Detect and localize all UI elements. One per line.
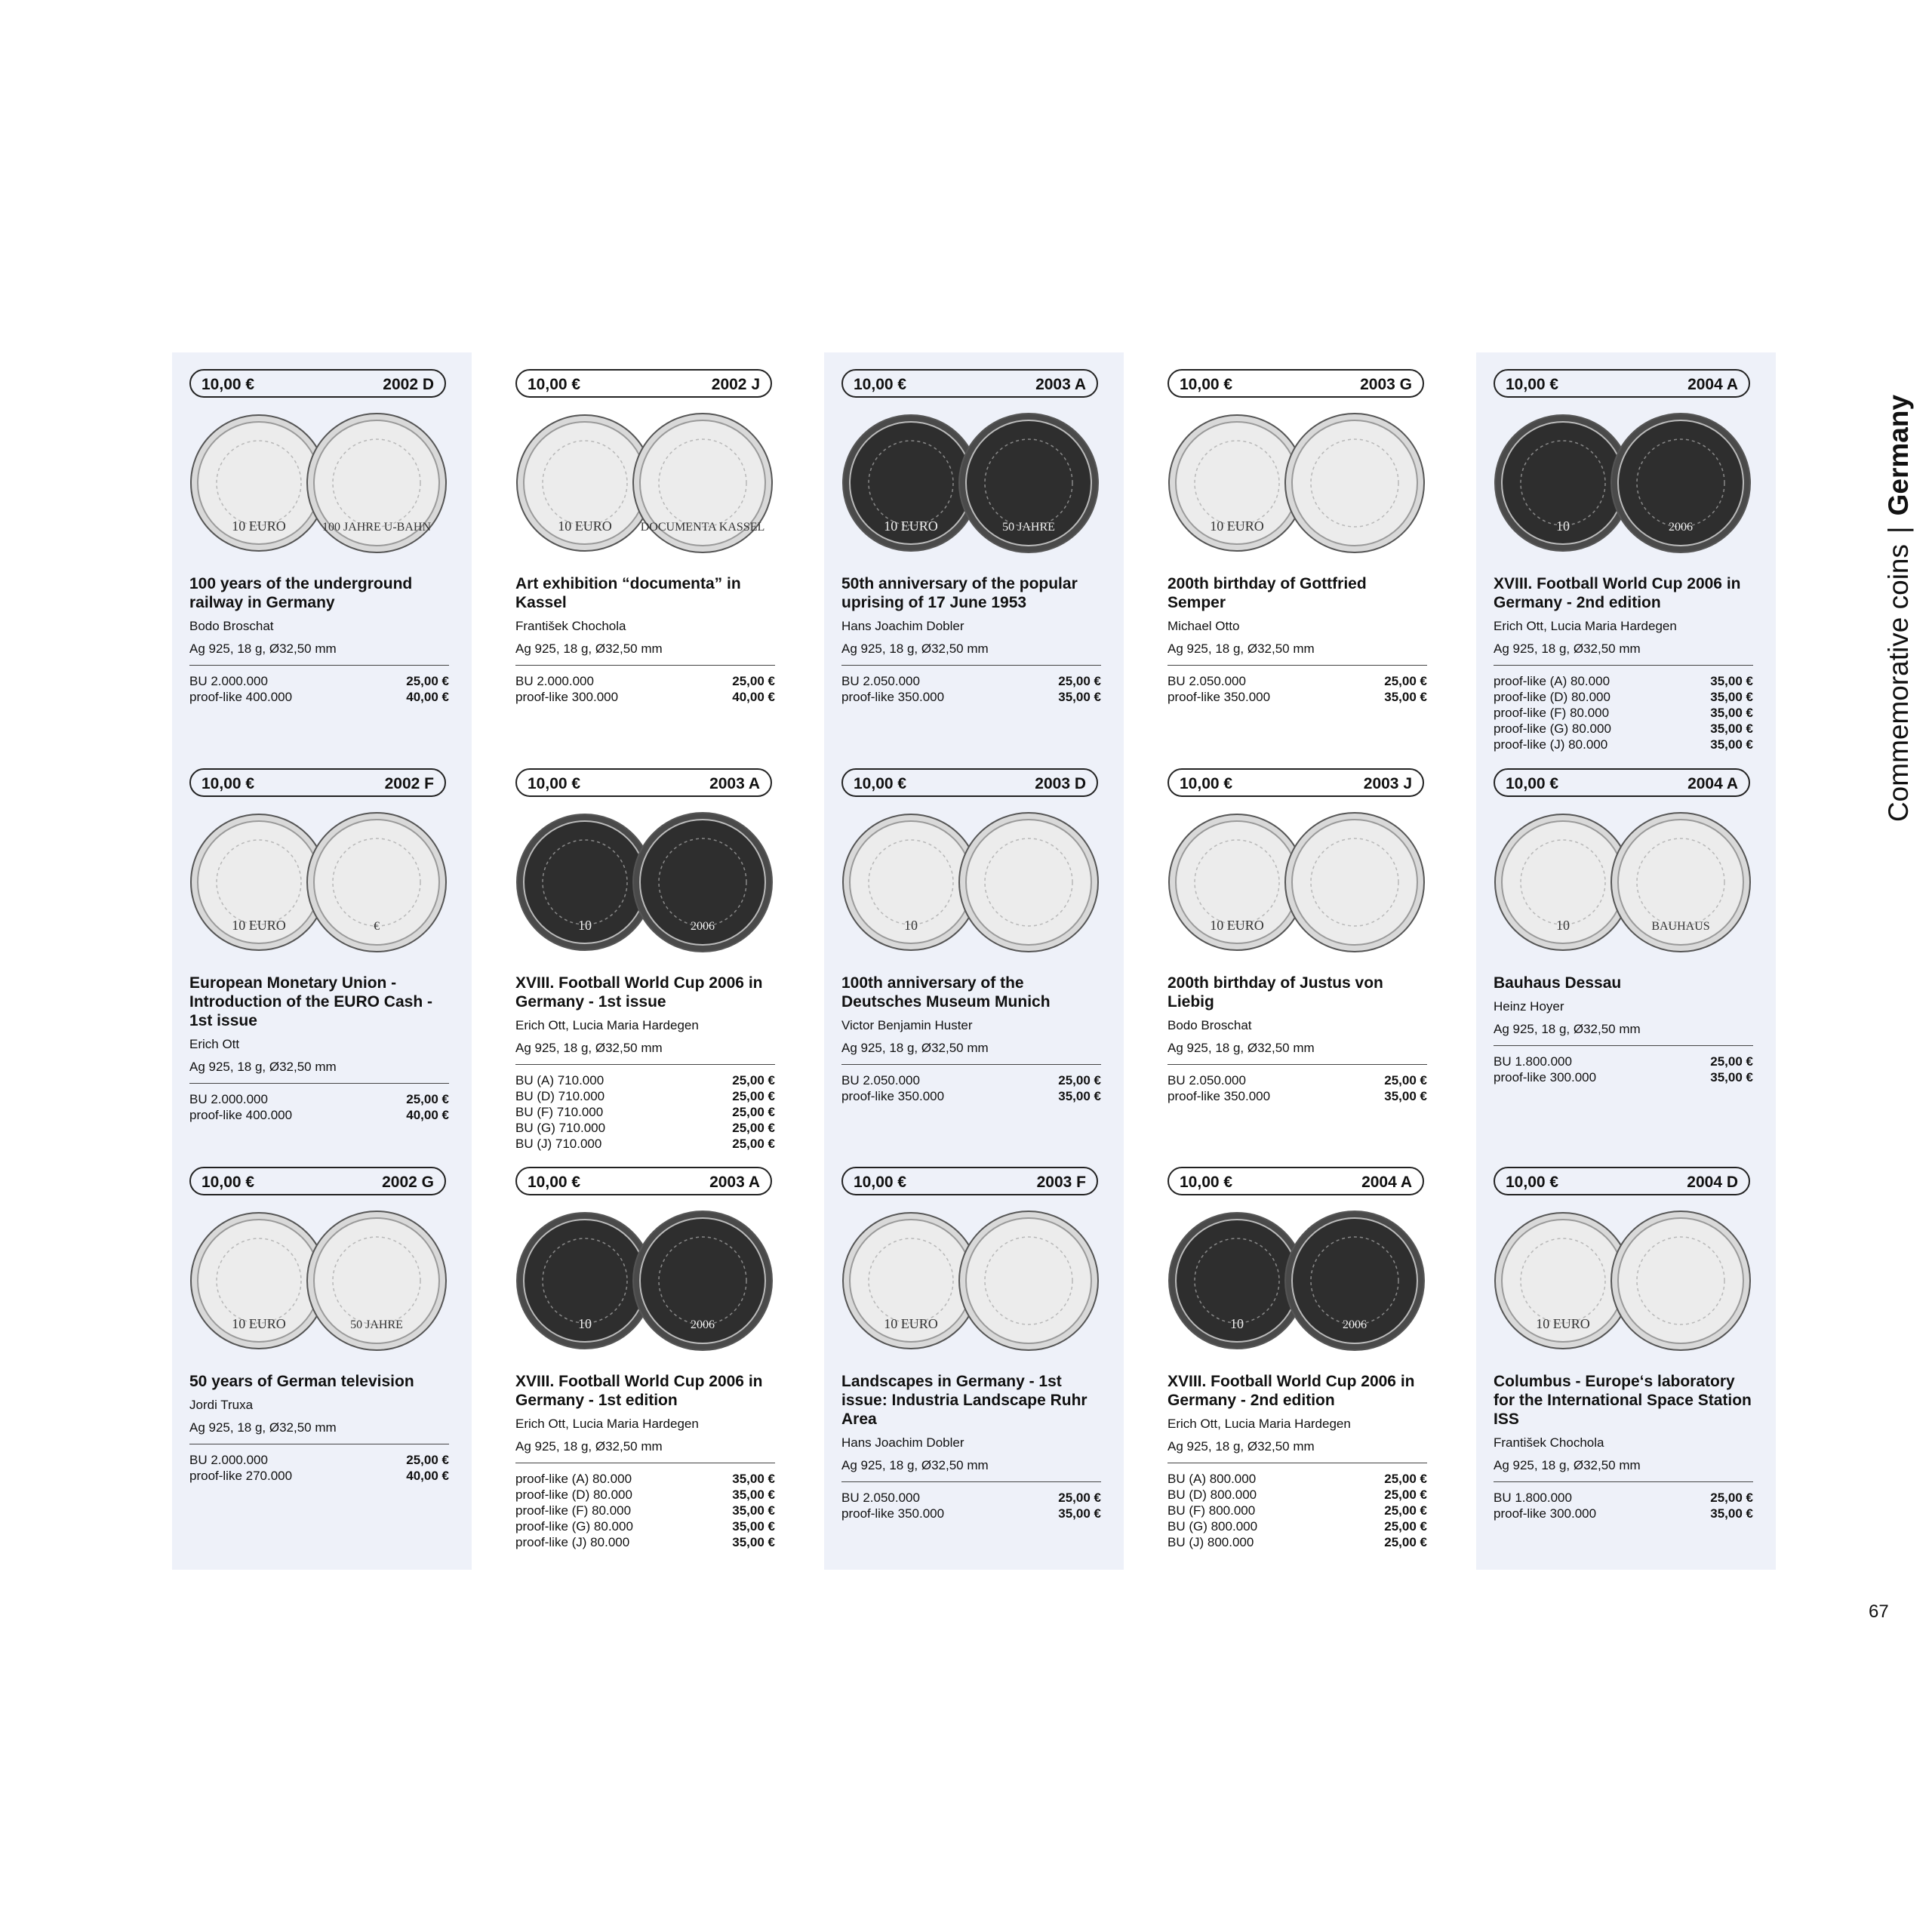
mintage-row — [515, 1072, 775, 1088]
mintage-price: 25,00 € — [1710, 1491, 1753, 1505]
mintage-row — [1168, 1471, 1427, 1487]
year-mint: 2003 F — [1036, 1174, 1086, 1191]
mintage-price: 35,00 € — [1710, 737, 1753, 752]
mintage-price-list — [515, 1072, 775, 1152]
mintage-row — [1168, 1088, 1427, 1104]
coin-spec: Ag 925, 18 g, Ø32,50 mm — [515, 641, 775, 666]
mintage-price: 35,00 € — [1710, 1506, 1753, 1521]
coin-images — [515, 1209, 775, 1352]
mintage-row — [189, 689, 449, 705]
mintage-price: 35,00 € — [1710, 674, 1753, 688]
coin-info — [1168, 974, 1427, 1104]
coin-designer: Jordi Truxa — [189, 1398, 254, 1412]
mintage-price-list — [841, 1072, 1101, 1104]
mintage-price: 25,00 € — [1384, 1073, 1427, 1088]
coin-spec: Ag 925, 18 g, Ø32,50 mm — [515, 1040, 775, 1065]
mintage-label: proof-like 300.000 — [1494, 1070, 1597, 1084]
mintage-label: BU 2.050.000 — [1168, 674, 1246, 688]
mintage-label: BU (A) 710.000 — [515, 1073, 605, 1088]
mintage-row — [1494, 721, 1753, 737]
mintage-row — [841, 673, 1101, 689]
coin-designer: Erich Ott, Lucia Maria Hardegen — [515, 1417, 699, 1431]
coin-title: Columbus - Europe‘s laboratory for the International Space Station ISS — [1494, 1373, 1752, 1428]
mintage-row — [515, 1136, 775, 1152]
mintage-row — [1168, 689, 1427, 705]
denomination: 10,00 € — [854, 775, 907, 792]
coin-images — [1168, 411, 1427, 555]
denomination-year-pill — [515, 1167, 772, 1195]
country-name: Germany — [1883, 394, 1914, 516]
coin-designer: Erich Ott, Lucia Maria Hardegen — [1168, 1417, 1351, 1431]
mintage-price: 40,00 € — [406, 690, 449, 704]
coin-images — [1494, 1209, 1753, 1352]
denomination: 10,00 € — [1506, 1174, 1559, 1191]
coin-title: 200th birthday of Gottfried Semper — [1168, 575, 1367, 611]
mintage-row — [841, 1506, 1101, 1521]
mintage-label: BU (F) 710.000 — [515, 1105, 604, 1119]
coin-spec: Ag 925, 18 g, Ø32,50 mm — [1494, 1457, 1753, 1482]
mintage-label: proof-like 350.000 — [841, 1506, 945, 1521]
reverse-inscription: BAUHAUS — [1651, 920, 1710, 933]
mintage-price: 35,00 € — [732, 1487, 775, 1502]
mintage-label: BU 2.000.000 — [189, 674, 268, 688]
coin-spec: Ag 925, 18 g, Ø32,50 mm — [1168, 1438, 1427, 1463]
mintage-row — [1494, 1054, 1753, 1069]
coin-designer: František Chochola — [515, 619, 626, 633]
mintage-label: proof-like (G) 80.000 — [515, 1519, 633, 1534]
mintage-row — [1168, 1487, 1427, 1503]
mintage-label: BU (D) 800.000 — [1168, 1487, 1257, 1502]
mintage-label: proof-like 350.000 — [1168, 1089, 1271, 1103]
reverse-inscription: 2006 — [1343, 1318, 1367, 1331]
coin-info — [1494, 574, 1753, 752]
coin-images — [1168, 811, 1427, 954]
mintage-price: 35,00 € — [732, 1472, 775, 1486]
denomination-year-pill — [189, 369, 446, 398]
coin-images — [515, 811, 775, 954]
mintage-row — [515, 1471, 775, 1487]
coin-spec: Ag 925, 18 g, Ø32,50 mm — [189, 1059, 449, 1084]
mintage-price: 35,00 € — [1058, 690, 1101, 704]
coin-info — [1168, 574, 1427, 705]
coin-info — [189, 974, 449, 1123]
mintage-price: 25,00 € — [406, 1453, 449, 1467]
mintage-row — [841, 1490, 1101, 1506]
year-mint: 2004 D — [1687, 1174, 1738, 1191]
denomination: 10,00 € — [1506, 376, 1559, 393]
reverse-inscription: 2006 — [691, 920, 715, 933]
mintage-label: proof-like 270.000 — [189, 1469, 293, 1483]
coin-spec: Ag 925, 18 g, Ø32,50 mm — [515, 1438, 775, 1463]
mintage-price: 25,00 € — [406, 1092, 449, 1106]
mintage-price: 35,00 € — [1058, 1506, 1101, 1521]
mintage-label: BU (F) 800.000 — [1168, 1503, 1256, 1518]
year-mint: 2002 G — [382, 1174, 434, 1191]
mintage-row — [515, 1503, 775, 1518]
mintage-row — [515, 1104, 775, 1120]
mintage-price: 25,00 € — [732, 1105, 775, 1119]
coin-spec: Ag 925, 18 g, Ø32,50 mm — [189, 1420, 449, 1444]
mintage-price: 35,00 € — [1384, 690, 1427, 704]
obverse-inscription: 10 EURO — [558, 518, 612, 534]
coin-spec: Ag 925, 18 g, Ø32,50 mm — [841, 1457, 1101, 1482]
mintage-price: 25,00 € — [732, 674, 775, 688]
side-section-label — [1883, 395, 1915, 822]
year-mint: 2003 A — [1035, 376, 1086, 393]
mintage-row — [515, 673, 775, 689]
year-mint: 2003 J — [1363, 775, 1412, 792]
mintage-row — [189, 673, 449, 689]
mintage-label: BU 2.050.000 — [841, 674, 920, 688]
mintage-label: BU 2.000.000 — [515, 674, 594, 688]
obverse-inscription: 10 EURO — [1210, 518, 1264, 534]
mintage-label: BU 2.050.000 — [1168, 1073, 1246, 1088]
coin-title: 200th birthday of Justus von Liebig — [1168, 974, 1383, 1011]
coin-info — [1168, 1372, 1427, 1550]
mintage-row — [1494, 1069, 1753, 1085]
coin-info — [189, 574, 449, 705]
coin-reverse — [1611, 1211, 1750, 1350]
mintage-row — [1168, 1534, 1427, 1550]
mintage-row — [515, 1120, 775, 1136]
coin-title: 100th anniversary of the Deutsches Museum Munich — [841, 974, 1051, 1011]
mintage-price: 25,00 € — [1384, 1535, 1427, 1549]
coin-designer: Hans Joachim Dobler — [841, 1435, 964, 1450]
coin-designer: Michael Otto — [1168, 619, 1240, 633]
mintage-price: 40,00 € — [732, 690, 775, 704]
coin-spec: Ag 925, 18 g, Ø32,50 mm — [1494, 641, 1753, 666]
mintage-price-list — [189, 673, 449, 705]
mintage-label: BU 1.800.000 — [1494, 1491, 1572, 1505]
coin-reverse — [959, 813, 1098, 952]
mintage-label: proof-like (F) 80.000 — [515, 1503, 632, 1518]
mintage-price: 25,00 € — [1058, 1073, 1101, 1088]
denomination: 10,00 € — [202, 775, 255, 792]
mintage-price: 35,00 € — [732, 1503, 775, 1518]
coin-title: XVIII. Football World Cup 2006 in Germany - 2nd edition — [1168, 1373, 1415, 1409]
coin-title: Bauhaus Dessau — [1494, 974, 1622, 992]
mintage-label: BU (A) 800.000 — [1168, 1472, 1257, 1486]
coin-info — [515, 974, 775, 1152]
mintage-price: 25,00 € — [732, 1137, 775, 1151]
section-separator: | — [1883, 526, 1914, 534]
obverse-inscription: 10 EURO — [884, 518, 938, 534]
mintage-price-list — [189, 1452, 449, 1484]
mintage-price: 25,00 € — [732, 1121, 775, 1135]
coin-designer: Bodo Broschat — [189, 619, 274, 633]
mintage-label: proof-like 300.000 — [515, 690, 619, 704]
mintage-price: 35,00 € — [1384, 1089, 1427, 1103]
coin-title: Landscapes in Germany - 1st issue: Industria Landscape Ruhr Area — [841, 1373, 1088, 1428]
mintage-price-list — [189, 1091, 449, 1123]
coin-info — [841, 1372, 1101, 1521]
mintage-row — [1168, 1518, 1427, 1534]
mintage-row — [841, 689, 1101, 705]
mintage-row — [515, 1534, 775, 1550]
year-mint: 2003 G — [1360, 376, 1412, 393]
reverse-inscription: DOCUMENTA KASSEL — [640, 521, 765, 534]
mintage-price: 25,00 € — [1058, 674, 1101, 688]
mintage-price: 25,00 € — [732, 1073, 775, 1088]
mintage-label: BU 2.050.000 — [841, 1491, 920, 1505]
denomination: 10,00 € — [1506, 775, 1559, 792]
mintage-label: proof-like (J) 80.000 — [515, 1535, 630, 1549]
mintage-label: proof-like (G) 80.000 — [1494, 721, 1611, 736]
mintage-row — [1494, 705, 1753, 721]
coin-designer: Hans Joachim Dobler — [841, 619, 964, 633]
mintage-label: proof-like (A) 80.000 — [515, 1472, 632, 1486]
mintage-price: 40,00 € — [406, 1108, 449, 1122]
denomination: 10,00 € — [528, 1174, 581, 1191]
mintage-price-list — [515, 1471, 775, 1550]
obverse-inscription: 10 EURO — [884, 1316, 938, 1331]
mintage-price: 25,00 € — [1384, 1519, 1427, 1534]
coin-spec: Ag 925, 18 g, Ø32,50 mm — [1494, 1021, 1753, 1046]
mintage-row — [189, 1468, 449, 1484]
mintage-price-list — [1168, 1471, 1427, 1550]
coin-info — [841, 974, 1101, 1104]
coin-designer: Heinz Hoyer — [1494, 999, 1564, 1014]
year-mint: 2003 A — [709, 1174, 760, 1191]
obverse-inscription: 10 EURO — [232, 518, 286, 534]
coin-info — [515, 1372, 775, 1550]
coin-images — [1494, 811, 1753, 954]
coin-images — [841, 411, 1101, 555]
year-mint: 2002 J — [711, 376, 760, 393]
mintage-row — [1168, 1503, 1427, 1518]
reverse-inscription: 2006 — [1669, 521, 1693, 534]
coin-spec: Ag 925, 18 g, Ø32,50 mm — [1168, 1040, 1427, 1065]
mintage-price: 35,00 € — [1710, 1070, 1753, 1084]
coin-title: Art exhibition “documenta” in Kassel — [515, 575, 741, 611]
mintage-row — [189, 1107, 449, 1123]
mintage-row — [1494, 1490, 1753, 1506]
mintage-row — [515, 1088, 775, 1104]
mintage-price: 35,00 € — [732, 1535, 775, 1549]
mintage-price-list — [841, 1490, 1101, 1521]
mintage-price-list — [841, 673, 1101, 705]
coin-info — [841, 574, 1101, 705]
mintage-label: proof-like 400.000 — [189, 1108, 293, 1122]
coin-images — [515, 411, 775, 555]
mintage-price: 25,00 € — [1058, 1491, 1101, 1505]
denomination-year-pill — [1168, 369, 1424, 398]
mintage-label: proof-like (D) 80.000 — [1494, 690, 1611, 704]
mintage-price-list — [1494, 673, 1753, 752]
coin-designer: Erich Ott, Lucia Maria Hardegen — [515, 1018, 699, 1032]
mintage-label: BU (J) 800.000 — [1168, 1535, 1254, 1549]
coin-info — [515, 574, 775, 705]
mintage-row — [189, 1452, 449, 1468]
coin-images — [841, 1209, 1101, 1352]
mintage-row — [1494, 737, 1753, 752]
mintage-label: proof-like (D) 80.000 — [515, 1487, 632, 1502]
coin-title: XVIII. Football World Cup 2006 in Germany - 1st edition — [515, 1373, 763, 1409]
year-mint: 2002 F — [384, 775, 434, 792]
reverse-inscription: 2006 — [691, 1318, 715, 1331]
obverse-inscription: 10 — [1556, 918, 1570, 933]
denomination-year-pill — [841, 369, 1098, 398]
denomination-year-pill — [189, 768, 446, 797]
mintage-price-list — [1494, 1054, 1753, 1085]
mintage-label: proof-like 350.000 — [841, 1089, 945, 1103]
coin-images — [189, 411, 449, 555]
coin-spec: Ag 925, 18 g, Ø32,50 mm — [189, 641, 449, 666]
mintage-row — [1168, 673, 1427, 689]
mintage-label: proof-like (A) 80.000 — [1494, 674, 1611, 688]
mintage-price-list — [1168, 1072, 1427, 1104]
mintage-row — [189, 1091, 449, 1107]
year-mint: 2003 A — [709, 775, 760, 792]
coin-images — [841, 811, 1101, 954]
coin-images — [1494, 411, 1753, 555]
obverse-inscription: 10 — [1556, 518, 1570, 534]
mintage-price: 35,00 € — [1710, 721, 1753, 736]
mintage-row — [1494, 1506, 1753, 1521]
coin-title: 100 years of the underground railway in Germany — [189, 575, 413, 611]
coin-images — [189, 811, 449, 954]
reverse-inscription: 100 JAHRE U-BAHN — [322, 521, 431, 534]
mintage-row — [841, 1088, 1101, 1104]
coin-title: 50 years of German television — [189, 1373, 414, 1390]
obverse-inscription: 10 EURO — [232, 918, 286, 933]
coin-info — [1494, 974, 1753, 1085]
denomination: 10,00 € — [1180, 376, 1233, 393]
mintage-label: proof-like (F) 80.000 — [1494, 706, 1610, 720]
denomination-year-pill — [1494, 768, 1750, 797]
coin-designer: Victor Benjamin Huster — [841, 1018, 973, 1032]
mintage-label: proof-like 400.000 — [189, 690, 293, 704]
mintage-label: proof-like 300.000 — [1494, 1506, 1597, 1521]
mintage-label: BU 2.000.000 — [189, 1453, 268, 1467]
reverse-inscription: 50 JAHRE — [1002, 521, 1055, 534]
mintage-price: 25,00 € — [1384, 1487, 1427, 1502]
year-mint: 2003 D — [1035, 775, 1086, 792]
coin-spec: Ag 925, 18 g, Ø32,50 mm — [1168, 641, 1427, 666]
denomination-year-pill — [1168, 768, 1424, 797]
denomination: 10,00 € — [854, 1174, 907, 1191]
denomination-year-pill — [1168, 1167, 1424, 1195]
denomination-year-pill — [1494, 369, 1750, 398]
coin-info — [1494, 1372, 1753, 1521]
coin-title: XVIII. Football World Cup 2006 in Germany - 2nd edition — [1494, 575, 1741, 611]
year-mint: 2002 D — [383, 376, 434, 393]
coin-images — [1168, 1209, 1427, 1352]
denomination-year-pill — [841, 768, 1098, 797]
denomination: 10,00 € — [1180, 1174, 1233, 1191]
obverse-inscription: 10 EURO — [1536, 1316, 1590, 1331]
denomination-year-pill — [515, 369, 772, 398]
mintage-price-list — [1168, 673, 1427, 705]
coin-designer: František Chochola — [1494, 1435, 1604, 1450]
mintage-price: 25,00 € — [732, 1089, 775, 1103]
reverse-inscription: € — [374, 920, 380, 933]
coin-images — [189, 1209, 449, 1352]
mintage-price: 25,00 € — [1710, 1054, 1753, 1069]
coin-designer: Erich Ott — [189, 1037, 240, 1051]
mintage-row — [841, 1072, 1101, 1088]
mintage-price: 40,00 € — [406, 1469, 449, 1483]
mintage-label: BU (J) 710.000 — [515, 1137, 602, 1151]
coin-spec: Ag 925, 18 g, Ø32,50 mm — [841, 641, 1101, 666]
denomination: 10,00 € — [854, 376, 907, 393]
obverse-inscription: 10 EURO — [232, 1316, 286, 1331]
obverse-inscription: 10 — [904, 918, 918, 933]
mintage-price: 25,00 € — [406, 674, 449, 688]
coin-title: XVIII. Football World Cup 2006 in Germany - 1st issue — [515, 974, 763, 1011]
mintage-label: BU 1.800.000 — [1494, 1054, 1572, 1069]
section-name: Commemorative coins — [1883, 543, 1914, 823]
coin-title: European Monetary Union - Introduction of the EURO Cash - 1st issue — [189, 974, 432, 1029]
coin-designer: Erich Ott, Lucia Maria Hardegen — [1494, 619, 1677, 633]
mintage-price: 25,00 € — [1384, 1472, 1427, 1486]
denomination-year-pill — [841, 1167, 1098, 1195]
coin-spec: Ag 925, 18 g, Ø32,50 mm — [841, 1040, 1101, 1065]
denomination-year-pill — [515, 768, 772, 797]
mintage-price: 35,00 € — [1710, 706, 1753, 720]
denomination: 10,00 € — [202, 1174, 255, 1191]
mintage-price-list — [515, 673, 775, 705]
obverse-inscription: 10 — [1230, 1316, 1244, 1331]
mintage-price: 35,00 € — [1058, 1089, 1101, 1103]
denomination: 10,00 € — [202, 376, 255, 393]
mintage-label: proof-like 350.000 — [841, 690, 945, 704]
mintage-label: proof-like 350.000 — [1168, 690, 1271, 704]
mintage-label: BU 2.050.000 — [841, 1073, 920, 1088]
denomination: 10,00 € — [528, 775, 581, 792]
mintage-price: 35,00 € — [1710, 690, 1753, 704]
denomination-year-pill — [1494, 1167, 1750, 1195]
mintage-row — [515, 1518, 775, 1534]
obverse-inscription: 10 EURO — [1210, 918, 1264, 933]
reverse-inscription: 50 JAHRE — [350, 1318, 403, 1331]
mintage-price: 35,00 € — [732, 1519, 775, 1534]
mintage-row — [1494, 673, 1753, 689]
mintage-row — [515, 1487, 775, 1503]
mintage-label: proof-like (J) 80.000 — [1494, 737, 1608, 752]
mintage-label: BU (D) 710.000 — [515, 1089, 605, 1103]
coin-title: 50th anniversary of the popular uprising of 17 June 1953 — [841, 575, 1078, 611]
mintage-price: 25,00 € — [1384, 674, 1427, 688]
mintage-row — [1168, 1072, 1427, 1088]
mintage-label: BU (G) 800.000 — [1168, 1519, 1258, 1534]
coin-reverse — [1285, 414, 1424, 552]
coin-reverse — [1285, 813, 1424, 952]
denomination: 10,00 € — [1180, 775, 1233, 792]
denomination: 10,00 € — [528, 376, 581, 393]
mintage-row — [515, 689, 775, 705]
year-mint: 2004 A — [1687, 775, 1738, 792]
mintage-price: 25,00 € — [1384, 1503, 1427, 1518]
mintage-label: BU 2.000.000 — [189, 1092, 268, 1106]
mintage-label: BU (G) 710.000 — [515, 1121, 606, 1135]
mintage-row — [1494, 689, 1753, 705]
page-number: 67 — [1869, 1601, 1889, 1622]
year-mint: 2004 A — [1361, 1174, 1412, 1191]
coin-designer: Bodo Broschat — [1168, 1018, 1252, 1032]
coin-reverse — [959, 1211, 1098, 1350]
obverse-inscription: 10 — [578, 918, 592, 933]
mintage-price-list — [1494, 1490, 1753, 1521]
coin-info — [189, 1372, 449, 1484]
year-mint: 2004 A — [1687, 376, 1738, 393]
obverse-inscription: 10 — [578, 1316, 592, 1331]
denomination-year-pill — [189, 1167, 446, 1195]
